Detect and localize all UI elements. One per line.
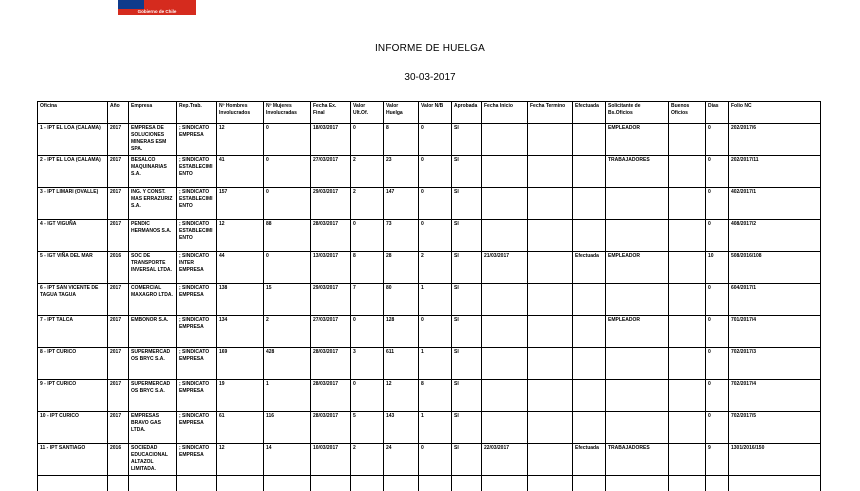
table-cell xyxy=(108,476,129,491)
table-cell: ; SINDICATO INTER EMPRESA xyxy=(177,252,217,284)
table-cell: 138 xyxy=(217,284,264,316)
strike-report-table xyxy=(37,101,821,491)
table-cell: 1301/2016/150 xyxy=(729,444,821,476)
table-cell: SI xyxy=(452,156,482,188)
table-cell xyxy=(528,252,573,284)
table-cell: ; SINDICATO ESTABLECIMIENTO xyxy=(177,188,217,220)
table-cell: 2 xyxy=(351,156,384,188)
table-cell: 2017 xyxy=(108,380,129,412)
table-cell: 3 xyxy=(351,348,384,380)
table-row xyxy=(38,444,821,476)
table-cell: SI xyxy=(452,444,482,476)
table-cell xyxy=(729,476,821,491)
table-cell xyxy=(384,476,419,491)
table-cell: ; SINDICATO EMPRESA xyxy=(177,316,217,348)
table-row xyxy=(38,348,821,380)
table-cell: 2017 xyxy=(108,220,129,252)
table-row-partial xyxy=(38,476,821,491)
table-cell: 0 xyxy=(419,156,452,188)
logo-text: Gobierno de Chile xyxy=(118,9,196,15)
table-cell: 3 - IPT LIMARI (OVALLE) xyxy=(38,188,108,220)
table-row xyxy=(38,156,821,188)
table-cell xyxy=(528,124,573,156)
table-cell xyxy=(606,412,669,444)
table-cell: EMPLEADOR xyxy=(606,316,669,348)
table-cell: SI xyxy=(452,316,482,348)
table-cell: 15 xyxy=(264,284,311,316)
table-cell: 28/03/2017 xyxy=(311,412,351,444)
table-cell: 21/03/2017 xyxy=(482,252,528,284)
table-cell: 14 xyxy=(264,444,311,476)
table-cell xyxy=(573,220,606,252)
report-date: 30-03-2017 xyxy=(0,72,860,83)
table-cell: 702/2017/3 xyxy=(729,348,821,380)
table-cell: 9 - IPT CURICO xyxy=(38,380,108,412)
table-cell xyxy=(528,220,573,252)
table-cell: 13/03/2017 xyxy=(311,252,351,284)
table-cell xyxy=(573,284,606,316)
table-cell xyxy=(573,412,606,444)
table-cell: SI xyxy=(452,284,482,316)
table-cell: EMPRESAS BRAVO GAS LTDA. xyxy=(129,412,177,444)
table-cell: SI xyxy=(452,412,482,444)
table-cell: 147 xyxy=(384,188,419,220)
table-cell: EMBONOR S.A. xyxy=(129,316,177,348)
table-cell: 0 xyxy=(351,220,384,252)
table-cell: 1 xyxy=(264,380,311,412)
table-cell xyxy=(264,476,311,491)
table-cell: 9 xyxy=(706,444,729,476)
table-cell xyxy=(482,284,528,316)
table-cell: 604/2017/1 xyxy=(729,284,821,316)
table-cell: 0 xyxy=(419,220,452,252)
table-cell: 10 xyxy=(706,252,729,284)
table-cell: 2017 xyxy=(108,188,129,220)
table-cell: 2017 xyxy=(108,316,129,348)
gobierno-logo xyxy=(118,0,196,15)
column-header: Valor N/B xyxy=(419,102,452,124)
table-cell xyxy=(528,380,573,412)
table-cell: 80 xyxy=(384,284,419,316)
table-cell xyxy=(351,476,384,491)
table-cell: 73 xyxy=(384,220,419,252)
table-cell xyxy=(482,380,528,412)
table-cell: 1 - IPT EL LOA (CALAMA) xyxy=(38,124,108,156)
table-cell: 0 xyxy=(264,124,311,156)
table-cell xyxy=(528,188,573,220)
table-cell: 12 xyxy=(217,124,264,156)
table-cell: 5 xyxy=(351,412,384,444)
table-cell: 2016 xyxy=(108,252,129,284)
table-cell: 702/2017/4 xyxy=(729,380,821,412)
table-cell: ; SINDICATO EMPRESA xyxy=(177,284,217,316)
table-cell: 2017 xyxy=(108,348,129,380)
column-header: Año xyxy=(108,102,129,124)
table-cell xyxy=(482,476,528,491)
table-cell xyxy=(606,476,669,491)
table-cell: 0 xyxy=(706,412,729,444)
table-cell xyxy=(606,348,669,380)
table-cell: EMPLEADOR xyxy=(606,124,669,156)
table-cell xyxy=(482,124,528,156)
table-cell: 0 xyxy=(419,188,452,220)
table-cell xyxy=(573,124,606,156)
table-cell: SUPERMERCADOS BRYC S.A. xyxy=(129,348,177,380)
table-cell: 29/03/2017 xyxy=(311,188,351,220)
table-cell xyxy=(669,412,706,444)
table-cell xyxy=(669,220,706,252)
table-cell: 0 xyxy=(706,284,729,316)
table-cell: 134 xyxy=(217,316,264,348)
column-header: Nº Hombres Involucrados xyxy=(217,102,264,124)
table-cell: 157 xyxy=(217,188,264,220)
table-cell xyxy=(528,444,573,476)
table-cell xyxy=(669,316,706,348)
table-cell: 6 - IPT SAN VICENTE DE TAGUA TAGUA xyxy=(38,284,108,316)
column-header: Aprobada xyxy=(452,102,482,124)
table-cell: 508/2016/108 xyxy=(729,252,821,284)
table-cell: 0 xyxy=(264,252,311,284)
table-cell: Efectuada xyxy=(573,252,606,284)
table-cell: 0 xyxy=(706,220,729,252)
table-cell xyxy=(573,188,606,220)
table-cell: 0 xyxy=(706,348,729,380)
table-cell xyxy=(482,412,528,444)
table-cell: 2016 xyxy=(108,444,129,476)
table-cell: SI xyxy=(452,220,482,252)
table-cell xyxy=(573,380,606,412)
table-row xyxy=(38,380,821,412)
table-cell: 8 xyxy=(384,124,419,156)
table-cell: 8 xyxy=(351,252,384,284)
table-cell xyxy=(669,156,706,188)
table-cell xyxy=(669,188,706,220)
table-cell: 18/03/2017 xyxy=(311,124,351,156)
table-cell xyxy=(528,156,573,188)
table-cell: TRABAJADORES xyxy=(606,444,669,476)
table-cell: ING. Y CONST. MAS ERRAZURIZ S.A. xyxy=(129,188,177,220)
table-cell xyxy=(177,476,217,491)
column-header: Solicitante de Bs.Oficios xyxy=(606,102,669,124)
table-cell: 27/03/2017 xyxy=(311,316,351,348)
table-cell: 19 xyxy=(217,380,264,412)
table-cell: 0 xyxy=(706,156,729,188)
table-cell: 408/2017/2 xyxy=(729,220,821,252)
column-header: Fecha Termino xyxy=(528,102,573,124)
table-cell: 701/2017/4 xyxy=(729,316,821,348)
table-cell xyxy=(573,316,606,348)
table-row xyxy=(38,252,821,284)
table-cell: 10/03/2017 xyxy=(311,444,351,476)
table-row xyxy=(38,188,821,220)
table-cell: 0 xyxy=(351,380,384,412)
table-cell: 5 - IGT VIÑA DEL MAR xyxy=(38,252,108,284)
table-cell: 0 xyxy=(706,316,729,348)
table-cell: SOC DE TRANSPORTE INVERSAL LTDA. xyxy=(129,252,177,284)
table-cell xyxy=(573,156,606,188)
table-cell: 428 xyxy=(264,348,311,380)
table-cell: 12 xyxy=(217,220,264,252)
table-cell: 0 xyxy=(351,316,384,348)
table-cell: 2 xyxy=(351,444,384,476)
table-cell xyxy=(217,476,264,491)
table-cell: TRABAJADORES xyxy=(606,156,669,188)
table-cell: 88 xyxy=(264,220,311,252)
table-cell: 116 xyxy=(264,412,311,444)
table-cell: SI xyxy=(452,380,482,412)
table-cell: 702/2017/5 xyxy=(729,412,821,444)
column-header: Nº Mujeres Involucradas xyxy=(264,102,311,124)
table-cell: 0 xyxy=(706,124,729,156)
table-cell: Efectuada xyxy=(573,444,606,476)
table-cell: BESALCO MAQUINARIAS S.A. xyxy=(129,156,177,188)
table-cell: 611 xyxy=(384,348,419,380)
column-header: Oficina xyxy=(38,102,108,124)
table-cell xyxy=(38,476,108,491)
table-cell: 0 xyxy=(419,124,452,156)
table-cell: 2 - IPT EL LOA (CALAMA) xyxy=(38,156,108,188)
table-cell: ; SINDICATO EMPRESA xyxy=(177,444,217,476)
table-cell xyxy=(528,284,573,316)
table-row xyxy=(38,220,821,252)
table-cell: SOCIEDAD EDUCACIONAL ALTAZOL LIMITADA. xyxy=(129,444,177,476)
table-cell xyxy=(573,348,606,380)
table-cell: 10 - IPT CURICO xyxy=(38,412,108,444)
table-cell: 12 xyxy=(384,380,419,412)
table-row xyxy=(38,316,821,348)
table-cell: 202/2017/11 xyxy=(729,156,821,188)
table-cell: 0 xyxy=(706,188,729,220)
table-cell: 0 xyxy=(419,316,452,348)
column-header: Folio NC xyxy=(729,102,821,124)
table-cell: SI xyxy=(452,348,482,380)
table-cell: ; SINDICATO ESTABLECIMIENTO xyxy=(177,220,217,252)
table-cell xyxy=(669,476,706,491)
table-cell: 11 - IPT SANTIAGO xyxy=(38,444,108,476)
table-cell: 2017 xyxy=(108,284,129,316)
table-cell xyxy=(528,348,573,380)
table-cell: SI xyxy=(452,124,482,156)
table-cell: 2 xyxy=(264,316,311,348)
table-cell: 2 xyxy=(419,252,452,284)
table-cell xyxy=(606,188,669,220)
table-cell xyxy=(669,124,706,156)
table-cell: 202/2017/6 xyxy=(729,124,821,156)
table-cell xyxy=(482,220,528,252)
table-cell xyxy=(482,348,528,380)
table-cell: ; SINDICATO EMPRESA xyxy=(177,124,217,156)
table-cell: 28/03/2017 xyxy=(311,348,351,380)
table-cell: 24 xyxy=(384,444,419,476)
table-cell: SUPERMERCADOS BRYC S.A. xyxy=(129,380,177,412)
table-cell xyxy=(482,188,528,220)
table-cell xyxy=(528,412,573,444)
table-cell xyxy=(706,476,729,491)
table-cell: 143 xyxy=(384,412,419,444)
column-header: Valor Ult.Of. xyxy=(351,102,384,124)
table-cell: 8 - IPT CURICO xyxy=(38,348,108,380)
table-cell: 8 xyxy=(419,380,452,412)
table-cell xyxy=(669,252,706,284)
table-cell xyxy=(606,284,669,316)
table-cell: 28/03/2017 xyxy=(311,380,351,412)
table-cell xyxy=(669,348,706,380)
column-header: Buenos Oficios xyxy=(669,102,706,124)
table-cell: 7 - IPT TALCA xyxy=(38,316,108,348)
table-header-row xyxy=(38,102,821,124)
table-cell: 4 - IGT VIGUÑA xyxy=(38,220,108,252)
table-cell xyxy=(482,156,528,188)
table-cell xyxy=(452,476,482,491)
table-cell xyxy=(482,316,528,348)
report-title: INFORME DE HUELGA xyxy=(0,43,860,54)
table-cell: 27/03/2017 xyxy=(311,156,351,188)
column-header: Fecha Inicio xyxy=(482,102,528,124)
table-cell: 23 xyxy=(384,156,419,188)
table-cell: ; SINDICATO EMPRESA xyxy=(177,412,217,444)
column-header: Fecha Ex. Final xyxy=(311,102,351,124)
table-cell xyxy=(528,476,573,491)
table-cell: 169 xyxy=(217,348,264,380)
table-cell: 61 xyxy=(217,412,264,444)
table-cell: 0 xyxy=(264,156,311,188)
table-cell: ; SINDICATO EMPRESA xyxy=(177,380,217,412)
table-cell: 2017 xyxy=(108,124,129,156)
column-header: Días xyxy=(706,102,729,124)
table-cell: 0 xyxy=(419,444,452,476)
table-cell: EMPRESA DE SOLUCIONES MINERAS ESM SPA. xyxy=(129,124,177,156)
table-cell: 41 xyxy=(217,156,264,188)
table-cell: SI xyxy=(452,252,482,284)
table-row xyxy=(38,412,821,444)
table-cell: 28 xyxy=(384,252,419,284)
table-cell xyxy=(669,284,706,316)
table-cell: SI xyxy=(452,188,482,220)
column-header: Efectuada xyxy=(573,102,606,124)
table-cell xyxy=(669,380,706,412)
table-cell: 402/2017/1 xyxy=(729,188,821,220)
table-cell: 1 xyxy=(419,348,452,380)
table-cell xyxy=(606,380,669,412)
table-cell: 7 xyxy=(351,284,384,316)
table-cell xyxy=(129,476,177,491)
table-cell: COMERCIAL MAXAGRO LTDA. xyxy=(129,284,177,316)
table-cell: 0 xyxy=(706,380,729,412)
table-cell: PENDIC HERMANOS S.A. xyxy=(129,220,177,252)
table-cell: 0 xyxy=(351,124,384,156)
table-cell: 44 xyxy=(217,252,264,284)
table-cell: 2017 xyxy=(108,412,129,444)
table-cell: ; SINDICATO EMPRESA xyxy=(177,348,217,380)
table-cell: 28/03/2017 xyxy=(311,220,351,252)
column-header: Valor Huelga xyxy=(384,102,419,124)
table-cell xyxy=(528,316,573,348)
table-cell: ; SINDICATO ESTABLECIMIENTO xyxy=(177,156,217,188)
table-cell: 1 xyxy=(419,412,452,444)
table-cell xyxy=(606,220,669,252)
table-cell: 29/03/2017 xyxy=(311,284,351,316)
column-header: Rep.Trab. xyxy=(177,102,217,124)
table-row xyxy=(38,284,821,316)
table-cell: EMPLEADOR xyxy=(606,252,669,284)
table-cell: 2 xyxy=(351,188,384,220)
table-cell: 0 xyxy=(264,188,311,220)
table-cell: 1 xyxy=(419,284,452,316)
column-header: Empresa xyxy=(129,102,177,124)
table-cell xyxy=(669,444,706,476)
table-cell xyxy=(419,476,452,491)
table-cell: 2017 xyxy=(108,156,129,188)
table-row xyxy=(38,124,821,156)
table-cell: 22/03/2017 xyxy=(482,444,528,476)
table-cell xyxy=(573,476,606,491)
table-cell xyxy=(311,476,351,491)
table-cell: 12 xyxy=(217,444,264,476)
table-cell: 128 xyxy=(384,316,419,348)
